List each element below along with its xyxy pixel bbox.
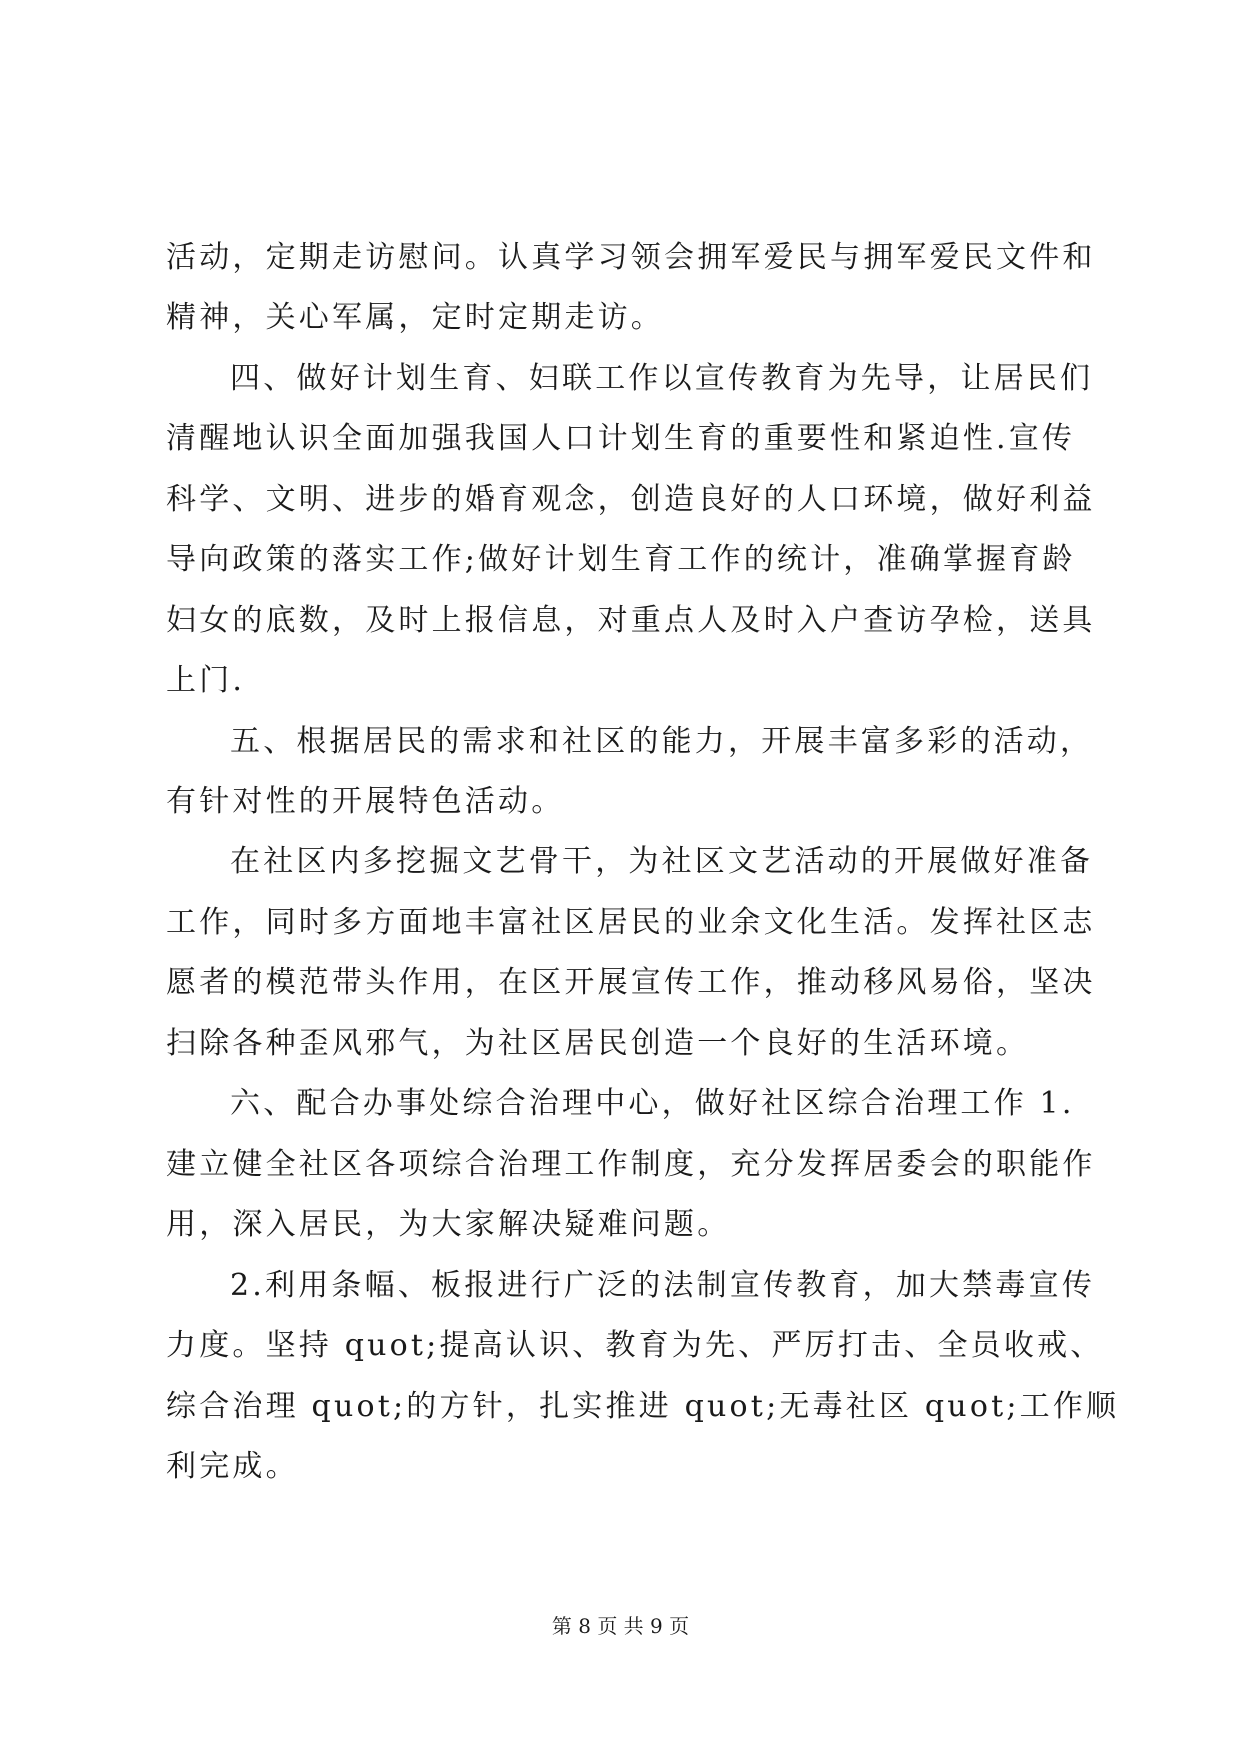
text-line: 清醒地认识全面加强我国人口计划生育的重要性和紧迫性.宣传 — [166, 421, 1076, 456]
text-line: 利完成。 — [166, 1449, 299, 1484]
text-line: 导向政策的落实工作;做好计划生育工作的统计，准确掌握育龄 — [166, 542, 1076, 577]
text-line: 工作，同时多方面地丰富社区居民的业余文化生活。发挥社区志 — [166, 905, 1096, 940]
text-line: 愿者的模范带头作用，在区开展宣传工作，推动移风易俗，坚决 — [166, 965, 1096, 1000]
text-line: 妇女的底数，及时上报信息，对重点人及时入户查访孕检，送具 — [166, 603, 1096, 638]
text-line: 精神，关心军属，定时定期走访。 — [166, 300, 664, 335]
text-line: 建立健全社区各项综合治理工作制度，充分发挥居委会的职能作 — [166, 1147, 1096, 1182]
paragraph-start-line: 五、根据居民的需求和社区的能力，开展丰富多彩的活动， — [230, 724, 1094, 759]
text-line: 扫除各种歪风邪气，为社区居民创造一个良好的生活环境。 — [166, 1026, 1030, 1061]
text-line: 有针对性的开展特色活动。 — [166, 784, 565, 819]
paragraph-start-line: 四、做好计划生育、妇联工作以宣传教育为先导，让居民们 — [230, 361, 1094, 396]
paragraph-start-line: 2.利用条幅、板报进行广泛的法制宣传教育，加大禁毒宣传 — [230, 1268, 1096, 1303]
paragraph-start-line: 六、配合办事处综合治理中心，做好社区综合治理工作 1. — [230, 1086, 1075, 1121]
text-line: 用，深入居民，为大家解决疑难问题。 — [166, 1207, 731, 1242]
paragraph-start-line: 在社区内多挖掘文艺骨干，为社区文艺活动的开展做好准备 — [230, 844, 1094, 879]
text-line: 科学、文明、进步的婚育观念，创造良好的人口环境，做好利益 — [166, 482, 1096, 517]
text-line: 力度。坚持 quot;提高认识、教育为先、严厉打击、全员收戒、 — [166, 1328, 1104, 1363]
text-line: 上门. — [166, 663, 246, 698]
text-line: 活动，定期走访慰问。认真学习领会拥军爱民与拥军爱民文件和 — [166, 240, 1096, 275]
page-number-footer: 第 8 页 共 9 页 — [551, 1614, 690, 1638]
text-line: 综合治理 quot;的方针，扎实推进 quot;无毒社区 quot;工作顺 — [166, 1389, 1120, 1424]
